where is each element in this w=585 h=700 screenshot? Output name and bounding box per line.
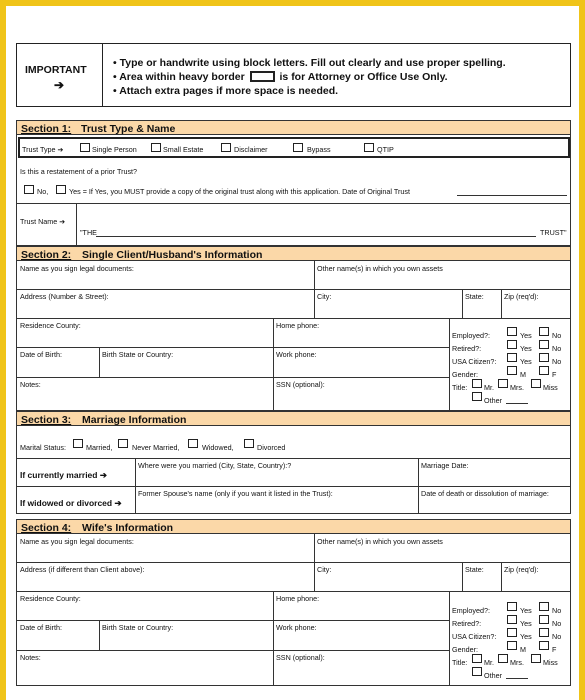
instruction-1: • Type or handwrite using block letters. Fill out clearly and use proper spelling. xyxy=(113,57,506,69)
important-instructions xyxy=(113,56,506,98)
section1-header: Section 1: Trust Type & Name xyxy=(16,120,571,135)
arrow-right-icon: ➔ xyxy=(54,78,65,92)
section4-frame: Name as you sign legal documents: Other name(s) in which you own assets Address (if different than Client above): City: State: Zip (req'd): Residence County: Home phone: Date of Birth: Birth State or Country: Work phone: Notes: SSN (optional): Employed?: Yes No Retired?: Yes No USA Citizen?: Yes No Gender: M F Title: Mr. Mrs. Miss Other xyxy=(16,534,571,686)
title-mr-checkbox[interactable] xyxy=(472,379,482,388)
wife-title-other-field[interactable] xyxy=(506,678,528,679)
single-person-checkbox[interactable] xyxy=(80,143,90,152)
title-other-checkbox[interactable] xyxy=(472,392,482,401)
wife-retired-no-checkbox[interactable] xyxy=(539,615,549,624)
section3-header: Section 3: Marriage Information xyxy=(16,411,571,426)
disclaimer-checkbox[interactable] xyxy=(221,143,231,152)
never-married-checkbox[interactable] xyxy=(118,439,128,448)
trust-type-row: Trust Type ➔ Single Person Small Estate Disclaimer Bypass QTIP xyxy=(18,137,570,158)
heavy-border-sample xyxy=(250,71,275,82)
instruction-3: • Attach extra pages if more space is needed. xyxy=(113,85,339,97)
married-checkbox[interactable] xyxy=(73,439,83,448)
restatement-no-checkbox[interactable] xyxy=(24,185,34,194)
section2-header: Section 2: Single Client/Husband's Information xyxy=(16,246,571,261)
divorced-checkbox[interactable] xyxy=(244,439,254,448)
important-label-cell xyxy=(17,44,103,106)
wife-gender-m-checkbox[interactable] xyxy=(507,641,517,650)
citizen-yes-checkbox[interactable] xyxy=(507,353,517,362)
employed-yes-checkbox[interactable] xyxy=(507,327,517,336)
important-title: IMPORTANT xyxy=(25,64,87,76)
bypass-checkbox[interactable] xyxy=(293,143,303,152)
wife-title-miss-checkbox[interactable] xyxy=(531,654,541,663)
restatement-question: Is this a restatement of a prior Trust? xyxy=(20,167,138,176)
title-miss-checkbox[interactable] xyxy=(531,379,541,388)
qtip-checkbox[interactable] xyxy=(364,143,374,152)
section3-frame: Marital Status: Married, Never Married, Widowed, Divorced If currently married ➔ Where were you married (City, State, Country):? Marriage Date: If widowed or divorced ➔ Former Spouse's name (only if you want it listed in the Trust): Date of death or dissolution of marriage: xyxy=(16,426,571,514)
wife-gender-f-checkbox[interactable] xyxy=(539,641,549,650)
gender-m-checkbox[interactable] xyxy=(507,366,517,375)
section4-header: Section 4: Wife's Information xyxy=(16,519,571,534)
restatement-yes-checkbox[interactable] xyxy=(56,185,66,194)
retired-no-checkbox[interactable] xyxy=(539,340,549,349)
wife-title-mr-checkbox[interactable] xyxy=(472,654,482,663)
widowed-checkbox[interactable] xyxy=(188,439,198,448)
form-page xyxy=(6,6,579,700)
important-box xyxy=(16,43,571,107)
wife-employed-no-checkbox[interactable] xyxy=(539,602,549,611)
title-mrs-checkbox[interactable] xyxy=(498,379,508,388)
title-other-field[interactable] xyxy=(506,403,528,404)
wife-citizen-yes-checkbox[interactable] xyxy=(507,628,517,637)
wife-employed-yes-checkbox[interactable] xyxy=(507,602,517,611)
wife-retired-yes-checkbox[interactable] xyxy=(507,615,517,624)
instruction-2: • Area within heavy border is for Attorney or Office Use Only. xyxy=(113,71,448,83)
wife-title-mrs-checkbox[interactable] xyxy=(498,654,508,663)
employed-no-checkbox[interactable] xyxy=(539,327,549,336)
small-estate-checkbox[interactable] xyxy=(151,143,161,152)
wife-title-other-checkbox[interactable] xyxy=(472,667,482,676)
gender-f-checkbox[interactable] xyxy=(539,366,549,375)
retired-yes-checkbox[interactable] xyxy=(507,340,517,349)
section2-frame: Name as you sign legal documents: Other name(s) in which you own assets Address (Number & Street): City: State: Zip (req'd): Residence County: Home phone: Date of Birth: Birth State or Country: Work phone: Notes: SSN (optional): Employed?: Yes No Retired?: Yes No USA Citizen?: Yes No Gender: M F Title: Mr. Mrs. Miss Other xyxy=(16,261,571,411)
citizen-no-checkbox[interactable] xyxy=(539,353,549,362)
section1-frame: Trust Type ➔ Single Person Small Estate Disclaimer Bypass QTIP Is this a restatement of a prior Trust? No, Yes = If Yes, you MUST provide a copy of the original trust along with this application. Date of Original Trust Trust Name ➔ "THE TRUST" xyxy=(16,135,571,246)
wife-citizen-no-checkbox[interactable] xyxy=(539,628,549,637)
original-trust-date-field[interactable] xyxy=(457,195,567,196)
trust-name-field[interactable] xyxy=(96,236,536,237)
